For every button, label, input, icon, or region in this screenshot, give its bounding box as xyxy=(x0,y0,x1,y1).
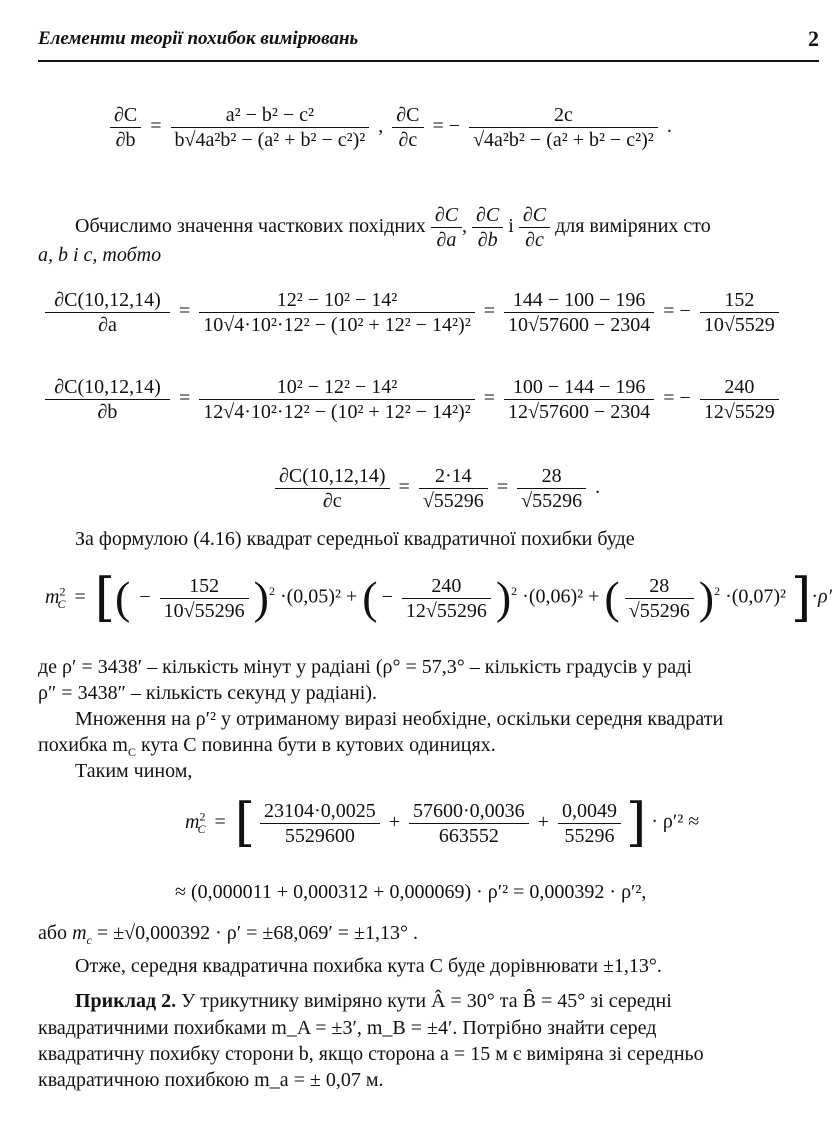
sum-f2-den: 663552 xyxy=(438,824,499,847)
running-header: Елементи теорії похибок вимірювань xyxy=(38,28,359,49)
rhs2-num: 2c xyxy=(469,105,658,128)
eq-b-f1-den: 12√4·10²·12² − (10² + 12² − 14²)² xyxy=(203,401,471,423)
para-rho-1: де ρ′ = 3438′ – кількість мінут у радіані (ρ° = 57,3° – кількість градусів у раді xyxy=(38,656,692,678)
example-line-1 xyxy=(75,990,672,1013)
para-mult-2-a: похибка m xyxy=(38,734,128,756)
eq-b-f3-den: 12√5529 xyxy=(703,401,775,423)
eq-b-f1-num: 10² − 12² − 14² xyxy=(199,377,474,400)
rhs1-den: b√4a²b² − (a² + b² − c²)² xyxy=(174,129,366,151)
lhs2-num: ∂C xyxy=(392,105,423,128)
para-mult-2 xyxy=(38,734,496,757)
sum-f2-num: 57600·0,0036 xyxy=(409,801,529,824)
equation-dc-db: $\frac{\partial C(10,12,14)}{\partial b}$ = $\frac{\text{10² − 12² − 14²}}{\text{12√4·10²·12² − (10² + 12² − 14²)²}}$ = $\frac{100 - 144 - 196}{12√57600 - 2304}$ = − $\frac{240}{12√5529}$ xyxy=(45,377,779,422)
example-line-4: квадратичною похибкою m_a = ± 0,07 м. xyxy=(38,1069,384,1091)
example-line-1-text: У трикутнику виміряно кути Â = 30° та B̂ = 45° зі середні xyxy=(181,990,672,1012)
sum-tail: · ρ′² ≈ xyxy=(651,810,700,833)
example-line-3: квадратичну похибку сторони b, якщо сторона a = 15 м є виміряна зі середньо xyxy=(38,1043,704,1065)
formula-partial-derivatives: $\frac{\partial C}{\partial b}$ = $\frac{\text{a² − b² − c²}}{\text{b√4a²b² − (a² + b² − c²)²}}$ , $\frac{\partial C}{\partial c}$ = − $\frac{2c}{\text{√4a²b² − (a² + b² − c²)²}}$ . xyxy=(110,105,676,150)
mc2-t3-num: 28 xyxy=(625,576,694,599)
eq-a-f1-num: 12² − 10² − 14² xyxy=(199,290,474,313)
eq-a-lhs-den: ∂a xyxy=(98,314,117,336)
mc2-t1-err: ·(0,05)² + xyxy=(279,585,358,608)
rhs1-num: a² − b² − c² xyxy=(171,105,370,128)
sum-f1-den: 5529600 xyxy=(284,824,355,847)
rhs2-den: √4a²b² − (a² + b² − c²)² xyxy=(473,129,654,151)
mc2-t3-den: √55296 xyxy=(628,599,690,622)
eq-c-f2-num: 28 xyxy=(517,466,586,489)
eq-a-f3-den: 10√5529 xyxy=(703,314,775,336)
eq-or-expr: = ±√0,000392 · ρ′ = ±68,069′ = ±1,13° . xyxy=(91,922,418,944)
equation-approx: ≈ (0,000011 + 0,000312 + 0,000069) · ρ′² = 0,000392 · ρ′², xyxy=(175,881,647,903)
para-result: Отже, середня квадратична похибка кута C буде дорівнювати ±1,13°. xyxy=(75,955,662,977)
para-thus: Таким чином, xyxy=(75,760,193,782)
eq-c-f1-den: √55296 xyxy=(422,490,484,512)
equation-dc-da: $\frac{\partial C(10,12,14)}{\partial a}$ = $\frac{\text{12² − 10² − 14²}}{\text{10√4·10²·12² − (10² + 12² − 14²)²}}$ = $\frac{144 - 100 - 196}{10√57600 - 2304}$ = − $\frac{152}{10√5529}$ xyxy=(45,290,779,335)
eq-c-lhs-den: ∂c xyxy=(322,490,342,512)
eq-c-f1-num: 2·14 xyxy=(419,466,488,489)
eq-b-lhs-den: ∂b xyxy=(97,401,118,423)
sum-f1-num: 23104·0,0025 xyxy=(260,801,380,824)
eq-a-lhs-num: ∂C(10,12,14) xyxy=(45,290,170,313)
eq-a-f2-num: 144 − 100 − 196 xyxy=(504,290,654,313)
para-compute-before: Обчислимо значення часткових похідних xyxy=(75,215,426,238)
page-number: 2 xyxy=(808,26,819,51)
eq-b-f3-num: 240 xyxy=(700,377,779,400)
eq-a-f3-num: 152 xyxy=(700,290,779,313)
para-compute: Обчислимо значення часткових похідних $\frac{\partial C}{\partial a}$ , $\frac{\partial C}{\partial b}$ і $\frac{\partial C}{\partial c}$ для виміряних сто xyxy=(75,204,711,251)
mc2-t2-err: ·(0,06)² + xyxy=(522,585,600,608)
mc2-t1-den: 10√55296 xyxy=(163,599,245,622)
example-line-2: квадратичними похибками m_A = ±3′, m_B = ±4′. Потрібно знайти серед xyxy=(38,1017,657,1039)
para-compute-between: і xyxy=(508,215,514,238)
equation-dc-dc: $\frac{\partial C(10,12,14)}{\partial c}$ = $\frac{2\cdot 14}{√55296}$ = $\frac{28}{√55296}$ . xyxy=(275,466,604,511)
mc2-t2-num: 240 xyxy=(402,576,491,599)
equation-sum: $m^2_C$ = [ $\frac{23104\cdot 0,0025}{5529600}$ + $\frac{57600\cdot 0,0036}{663552}$ + $\frac{0,0049}{55296}$ ] · ρ′² ≈ xyxy=(185,793,700,853)
lhs1-den: ∂b xyxy=(115,129,136,151)
eq-b-f2-num: 100 − 144 − 196 xyxy=(504,377,654,400)
equation-or: або $m_c = \pm√0,000392 \cdot \rho' = \pm 68,069' = \pm 1,13^\circ$ . xyxy=(38,922,418,947)
equation-mc2: $m^2_C$ = [( − $\frac{152}{10√55296}$ )$^2$ ·(0,05)² + ( − $\frac{240}{12√55296}$ )$^2$ ·(0,06)² + ( $\frac{28}{√55296}$ )$^2$ ·(0,07)² ]·ρ′ xyxy=(45,568,832,628)
para-compute-line2: a, b і c, тобто xyxy=(38,244,162,266)
eq-b-f2-den: 12√57600 − 2304 xyxy=(508,401,651,423)
para-mult-2-b: кута C повинна бути в кутових одиницях. xyxy=(135,734,496,756)
para-compute-after: для виміряних сто xyxy=(555,215,711,238)
para-formula: За формулою (4.16) квадрат середньої квадратичної похибки буде xyxy=(75,528,635,550)
sum-f3-num: 0,0049 xyxy=(558,801,621,824)
eq-a-f1-den: 10√4·10²·12² − (10² + 12² − 14²)² xyxy=(203,314,471,336)
para-mult-1: Множення на ρ′² у отриманому виразі необхідне, оскільки середня квадрати xyxy=(75,708,724,730)
example-label: Приклад 2. xyxy=(75,990,177,1012)
mc2-t2-den: 12√55296 xyxy=(405,599,487,622)
header-rule xyxy=(38,60,819,62)
sum-f3-den: 55296 xyxy=(564,824,615,847)
eq-c-lhs-num: ∂C(10,12,14) xyxy=(275,466,390,489)
lhs2-den: ∂c xyxy=(398,129,418,151)
eq-b-lhs-num: ∂C(10,12,14) xyxy=(45,377,170,400)
mc2-t3-err: ·(0,07)² xyxy=(725,585,787,608)
mc2-t1-num: 152 xyxy=(160,576,249,599)
eq-c-f2-den: √55296 xyxy=(521,490,583,512)
para-mult-2-sub: C xyxy=(127,745,136,759)
para-rho-2: ρ″ = 3438″ – кількість секунд у радіані). xyxy=(38,682,378,704)
eq-a-f2-den: 10√57600 − 2304 xyxy=(508,314,651,336)
lhs1-num: ∂C xyxy=(110,105,141,128)
eq-or-prefix: або xyxy=(38,922,68,944)
